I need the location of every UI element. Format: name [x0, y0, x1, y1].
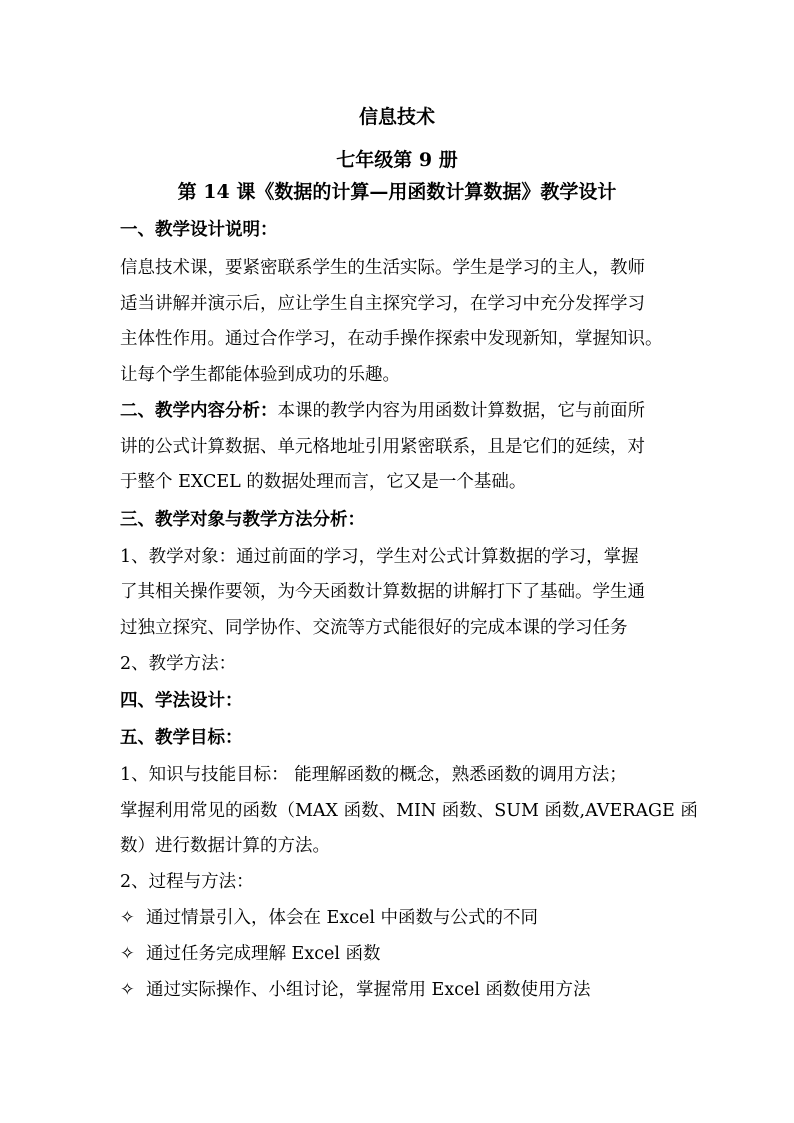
paragraph-line: 让每个学生都能体验到成功的乐趣。: [120, 365, 400, 385]
paragraph-line: 适当讲解并演示后，应让学生自主探究学习，在学习中充分发挥学习: [120, 294, 645, 314]
section-heading-content-analysis: 二、教学内容分析：: [120, 401, 278, 421]
bullet-text: 通过情景引入，体会在 Excel 中函数与公式的不同: [146, 908, 539, 928]
section-heading-learning-design: 四、学法设计：: [120, 691, 243, 711]
document-title: 信息技术: [358, 106, 435, 128]
section-heading-audience-methods: 三、教学对象与教学方法分析：: [120, 510, 365, 530]
bullet-item: [120, 978, 680, 1002]
bullet-item: [120, 906, 680, 930]
paragraph-line: 1、教学对象：通过前面的学习，学生对公式计算数据的学习，掌握: [120, 547, 639, 567]
bullet-text: 通过任务完成理解 Excel 函数: [146, 944, 381, 964]
paragraph-line: 2、过程与方法：: [120, 872, 254, 892]
diamond-bullet-icon: ✧: [120, 980, 135, 1000]
lesson-title: 第 14 课《数据的计算—用函数计算数据》教学设计: [177, 181, 617, 203]
paragraph-line: 掌握利用常见的函数（MAX 函数、MIN 函数、SUM 函数,AVERAGE 函: [120, 801, 698, 821]
paragraph-line: 于整个 EXCEL 的数据处理而言，它又是一个基础。: [120, 472, 527, 492]
paragraph-line: 信息技术课，要紧密联系学生的生活实际。学生是学习的主人，教师: [120, 258, 645, 278]
bullet-text: 通过实际操作、小组讨论，掌握常用 Excel 函数使用方法: [146, 980, 591, 1000]
paragraph-line: 数）进行数据计算的方法。: [120, 836, 330, 856]
paragraph-line: 主体性作用。通过合作学习，在动手操作探索中发现新知，掌握知识。: [120, 329, 663, 349]
section-content-analysis: [120, 399, 680, 423]
bullet-item: [120, 942, 680, 966]
diamond-bullet-icon: ✧: [120, 908, 135, 928]
paragraph-line: 1、知识与技能目标： 能理解函数的概念，熟悉函数的调用方法；: [120, 765, 627, 785]
document-subtitle: 七年级第 9 册: [336, 149, 458, 171]
diamond-bullet-icon: ✧: [120, 944, 135, 964]
paragraph-text: 本课的教学内容为用函数计算数据，它与前面所: [277, 401, 645, 421]
paragraph-line: 2、教学方法：: [120, 654, 237, 674]
section-heading-objectives: 五、教学目标：: [120, 728, 243, 748]
section-heading-design-notes: 一、教学设计说明：: [120, 220, 278, 240]
paragraph-line: 讲的公式计算数据、单元格地址引用紧密联系，且是它们的延续，对: [120, 437, 645, 457]
paragraph-line: 过独立探究、同学协作、交流等方式能很好的完成本课的学习任务: [120, 618, 628, 638]
paragraph-line: 了其相关操作要领，为今天函数计算数据的讲解打下了基础。学生通: [120, 582, 645, 602]
